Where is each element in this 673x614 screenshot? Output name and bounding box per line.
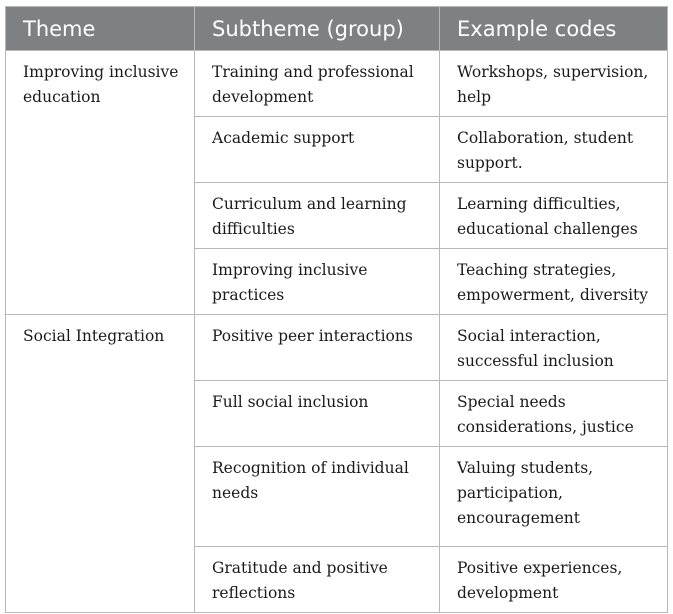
table-row [6,315,668,381]
header-theme: Theme [6,7,195,51]
codes-cell: Teaching strategies, empowerment, diversity [440,249,668,315]
theme-cell: Social Integration [6,315,195,613]
subtheme-cell: Full social inclusion [195,381,440,447]
subtheme-cell: Academic support [195,117,440,183]
codes-cell: Special needs considerations, justice [440,381,668,447]
header-subtheme: Subtheme (group) [195,7,440,51]
themes-table [5,6,668,613]
header-example-codes: Example codes [440,7,668,51]
codes-cell: Workshops, supervision, help [440,51,668,117]
codes-cell: Collaboration, student support. [440,117,668,183]
subtheme-cell: Positive peer interactions [195,315,440,381]
subtheme-cell: Recognition of individual needs [195,447,440,547]
codes-cell: Valuing students, participation, encouragement [440,447,668,547]
codes-cell: Learning difficulties, educational challenges [440,183,668,249]
subtheme-cell: Training and professional development [195,51,440,117]
theme-cell: Improving inclusive education [6,51,195,315]
codes-cell: Social interaction, successful inclusion [440,315,668,381]
table-row [6,51,668,117]
header-row [6,7,668,51]
codes-cell: Positive experiences, development [440,547,668,613]
subtheme-cell: Improving inclusive practices [195,249,440,315]
subtheme-cell: Gratitude and positive reflections [195,547,440,613]
subtheme-cell: Curriculum and learning difficulties [195,183,440,249]
